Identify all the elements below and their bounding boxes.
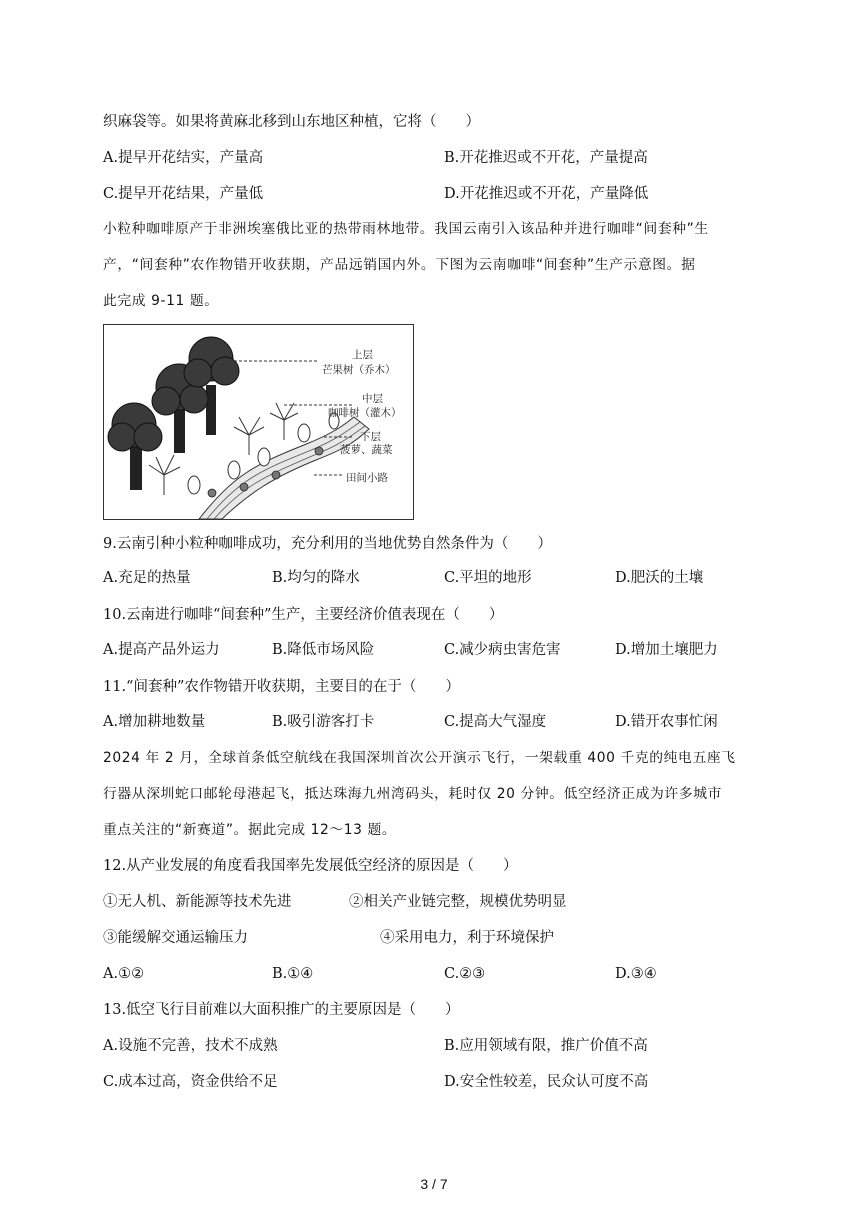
option-b: B.降低市场风险: [272, 642, 375, 658]
question-stem: 织麻袋等。如果将黄麻北移到山东地区种植，它将（ ）: [103, 114, 480, 130]
option-c: C.减少病虫害危害: [444, 642, 561, 658]
option-a: A.设施不完善，技术不成熟: [103, 1038, 278, 1054]
statement-3: ③能缓解交通运输压力: [103, 930, 248, 946]
intercropping-figure: [103, 324, 414, 520]
passage-line: 小粒种咖啡原产于非洲埃塞俄比亚的热带雨林地带。我国云南引入该品种并进行咖啡“间套种”生: [103, 221, 709, 237]
option-c: C.提早开花结果，产量低: [103, 186, 264, 202]
option-d: D.错开农事忙闲: [615, 714, 718, 730]
option-a: A.充足的热量: [103, 570, 191, 586]
option-c: C.成本过高，资金供给不足: [103, 1074, 278, 1090]
lower-crop-label: 菠萝、蔬菜: [340, 444, 393, 456]
option-d: D.安全性较差，民众认可度不高: [444, 1074, 649, 1090]
lower-layer-label: 下层: [360, 431, 381, 443]
option-b: B.均匀的降水: [272, 570, 360, 586]
path-label: 田间小路: [346, 472, 388, 484]
option-a: A.①②: [103, 966, 145, 982]
passage-line: 行器从深圳蛇口邮轮母港起飞，抵达珠海九州湾码头，耗时仅 20 分钟。低空经济正成为许多城市: [103, 786, 722, 802]
passage-line: 产，“间套种”农作物错开收获期，产品远销国内外。下图为云南咖啡“间套种”生产示意图。据: [103, 257, 696, 273]
option-a: A.增加耕地数量: [103, 714, 206, 730]
question-stem: 12.从产业发展的角度看我国率先发展低空经济的原因是（ ）: [103, 858, 518, 874]
option-b: B.①④: [272, 966, 314, 982]
option-c: C.②③: [444, 966, 486, 982]
passage-line: 重点关注的“新赛道”。据此完成 12～13 题。: [103, 822, 397, 838]
upper-layer-label: 上层: [352, 349, 373, 361]
statement-4: ④采用电力，利于环境保护: [380, 930, 554, 946]
option-b: B.应用领域有限，推广价值不高: [444, 1038, 648, 1054]
question-stem: 11.“间套种”农作物错开收获期，主要目的在于（ ）: [103, 679, 460, 695]
passage-line: 此完成 9-11 题。: [103, 293, 219, 309]
statement-1: ①无人机、新能源等技术先进: [103, 894, 292, 910]
option-b: B.吸引游客打卡: [272, 714, 375, 730]
option-d: D.开花推迟或不开花，产量降低: [444, 186, 649, 202]
option-a: A.提高产品外运力: [103, 642, 220, 658]
question-stem: 9.云南引种小粒种咖啡成功，充分利用的当地优势自然条件为（ ）: [103, 536, 552, 552]
question-stem: 13.低空飞行目前难以大面积推广的主要原因是（ ）: [103, 1002, 460, 1018]
passage-line: 2024 年 2 月，全球首条低空航线在我国深圳首次公开演示飞行，一架载重 400 千克的纯电五座飞: [103, 750, 736, 766]
statement-2: ②相关产业链完整，规模优势明显: [349, 894, 567, 910]
middle-layer-label: 中层: [362, 393, 383, 405]
option-d: D.肥沃的土壤: [615, 570, 704, 586]
question-stem: 10.云南进行咖啡“间套种”生产，主要经济价值表现在（ ）: [103, 607, 504, 623]
option-b: B.开花推迟或不开花，产量提高: [444, 150, 648, 166]
upper-crop-label: 芒果树（乔木）: [322, 364, 396, 376]
page-number: 3 / 7: [420, 1176, 448, 1192]
option-d: D.③④: [615, 966, 657, 982]
option-d: D.增加土壤肥力: [615, 642, 718, 658]
middle-crop-label: 咖啡树（灌木）: [328, 407, 402, 419]
option-c: C.提高大气湿度: [444, 714, 547, 730]
option-a: A.提早开花结实，产量高: [103, 150, 264, 166]
option-c: C.平坦的地形: [444, 570, 532, 586]
